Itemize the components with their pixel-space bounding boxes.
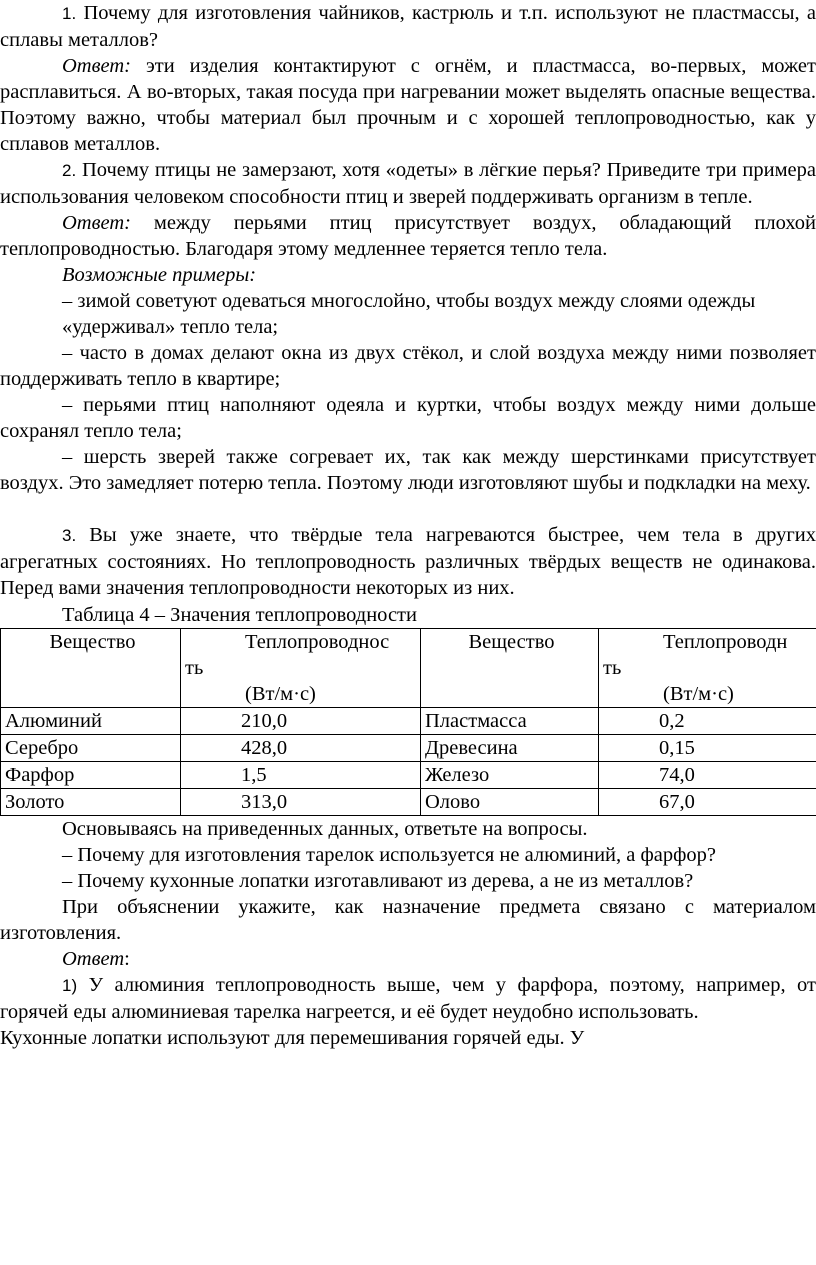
table-header-row xyxy=(1,629,816,708)
table-row xyxy=(1,789,816,816)
cell-substance: Золото xyxy=(1,789,181,816)
cell-substance: Серебро xyxy=(1,735,181,762)
explain-note: При объяснении укажите, как назначение предмета связано с материалом изготовления. xyxy=(0,896,816,944)
answer-label: Ответ: xyxy=(62,212,131,234)
question-3 xyxy=(0,522,816,601)
question-text: Почему для изготовления чайников, кастрюль и т.п. используют не пластмассы, а сплавы металлов? xyxy=(0,2,816,51)
instruction: Основываясь на приведенных данных, ответьте на вопросы. xyxy=(62,818,588,840)
question-number: 2. xyxy=(62,161,77,180)
cell-value: 428,0 xyxy=(181,735,421,762)
conductivity-table xyxy=(0,628,816,816)
answer-colon: : xyxy=(124,948,130,970)
answer-1 xyxy=(0,53,816,157)
spacer xyxy=(0,496,816,522)
question-text: Вы уже знаете, что твёрдые тела нагреваются быстрее, чем тела в других агрегатных состояниях. Но теплопроводность различных твёрдых веществ не одинакова. Перед вами значения теплопроводности некоторых из них. xyxy=(0,524,816,599)
table-row xyxy=(1,762,816,789)
example-item: – перьями птиц наполняют одеяла и куртки, чтобы воздух между ними дольше сохранял тепло тела; xyxy=(0,394,816,442)
answer-label: Ответ xyxy=(62,948,125,970)
cell-value: 313,0 xyxy=(181,789,421,816)
answer-number: 1) xyxy=(62,976,78,995)
table-row xyxy=(1,708,816,735)
cell-substance: Олово xyxy=(421,789,599,816)
cell-value: 67,0 xyxy=(599,789,816,816)
answer-3-label xyxy=(0,946,816,972)
answer-text: У алюминия теплопроводность выше, чем у фарфора, поэтому, например, от горячей еды алюминиевая тарелка нагреется, и её будет неудобно использовать. xyxy=(0,974,816,1023)
question-number: 1. xyxy=(62,4,77,23)
question-2 xyxy=(0,157,816,210)
cell-value: 0,15 xyxy=(599,735,816,762)
sub-question: – Почему для изготовления тарелок используется не алюминий, а фарфор? xyxy=(62,844,717,866)
header-substance-2: Вещество xyxy=(421,629,599,708)
cell-substance: Пластмасса xyxy=(421,708,599,735)
answer-2 xyxy=(0,210,816,262)
cell-substance: Фарфор xyxy=(1,762,181,789)
header-conductivity: Теплопроводнос ть (Вт/м·с) xyxy=(181,629,421,708)
question-text: Почему птицы не замерзают, хотя «одеты» в лёгкие перья? Приведите три примера использования человеком способности птиц и зверей поддерживать организм в тепле. xyxy=(0,159,816,208)
answer-3-item-2: Кухонные лопатки используют для перемешивания горячей еды. У xyxy=(0,1027,585,1049)
table-caption: Таблица 4 – Значения теплопроводности xyxy=(62,604,417,626)
examples-label: Возможные примеры: xyxy=(62,264,257,286)
answer-text: эти изделия контактируют с огнём, и пластмасса, во-первых, может расплавиться. А во-вторых, такая посуда при нагревании может выделять опасные вещества. Поэтому важно, чтобы материал был прочным и с хорошей теплопроводностью, как у сплавов металлов. xyxy=(0,55,816,155)
header-substance: Вещество xyxy=(1,629,181,708)
sub-question: – Почему кухонные лопатки изготавливают из дерева, а не из металлов? xyxy=(62,870,694,892)
example-item: – часто в домах делают окна из двух стёкол, и слой воздуха между ними позволяет поддерживать тепло в квартире; xyxy=(0,342,816,390)
example-item: – шерсть зверей также согревает их, так как между шерстинками присутствует воздух. Это замедляет потерю тепла. Поэтому люди изготовляют шубы и подкладки на меху. xyxy=(0,446,816,494)
question-number: 3. xyxy=(62,526,77,545)
header-conductivity-2: Теплопроводн ть (Вт/м·с) xyxy=(599,629,816,708)
cell-substance: Древесина xyxy=(421,735,599,762)
answer-text: между перьями птиц присутствует воздух, обладающий плохой теплопроводностью. Благодаря этому медленнее теряется тепло тела. xyxy=(0,212,816,260)
cell-value: 0,2 xyxy=(599,708,816,735)
example-item: – зимой советуют одеваться многослойно, чтобы воздух между слоями одежды xyxy=(62,290,756,312)
cell-value: 1,5 xyxy=(181,762,421,789)
cell-substance: Алюминий xyxy=(1,708,181,735)
cell-value: 210,0 xyxy=(181,708,421,735)
table-row xyxy=(1,735,816,762)
answer-3-item-1 xyxy=(0,972,816,1025)
answer-label: Ответ: xyxy=(62,55,131,77)
cell-value: 74,0 xyxy=(599,762,816,789)
cell-substance: Железо xyxy=(421,762,599,789)
example-item-continued: «удерживал» тепло тела; xyxy=(62,316,279,338)
question-1 xyxy=(0,0,816,53)
